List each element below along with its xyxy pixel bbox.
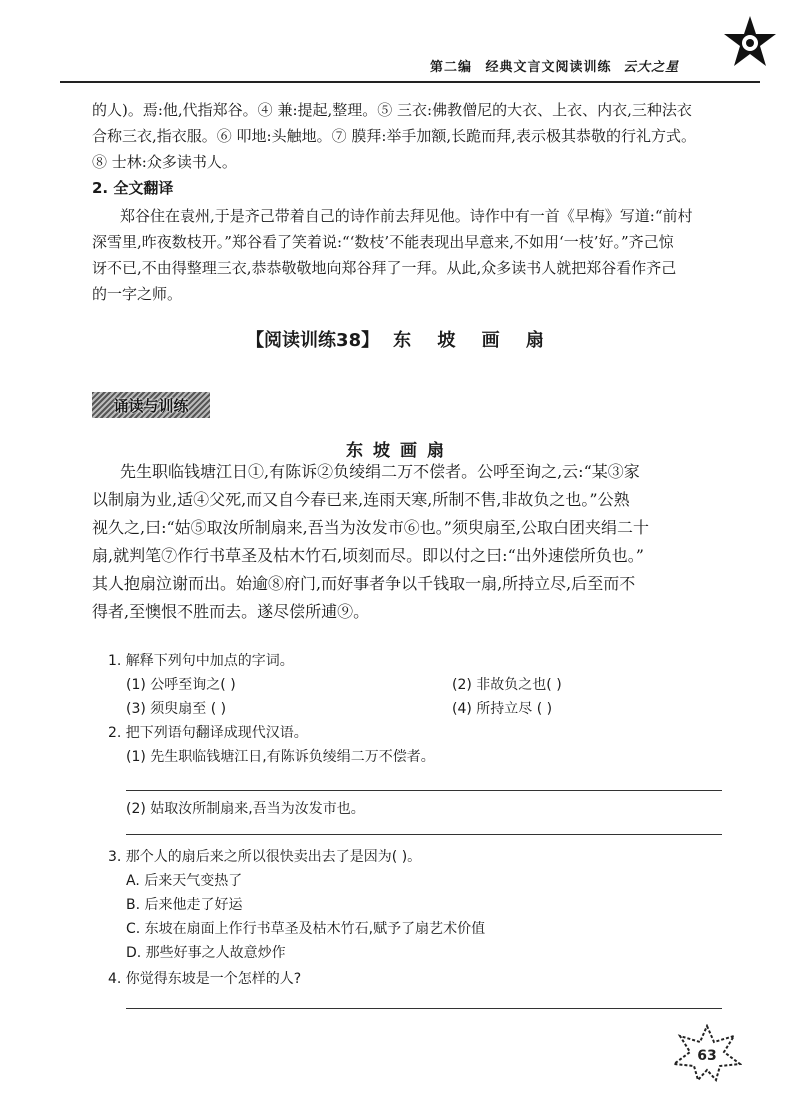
passage-line: 以制扇为业,适④父死,而又自今春已来,连雨天寒,所制不售,非故负之也。”公熟: [92, 490, 630, 509]
passage-line: 得者,至懊恨不胜而去。遂尽偿所逋⑨。: [92, 602, 370, 621]
header-series: 云大之星: [623, 60, 680, 75]
q2-item-1: (1) 先生职临钱塘江日,有陈诉负绫绢二万不偿者。: [126, 749, 435, 765]
question-3: 3. 那个人的扇后来之所以很快卖出去了是因为( )。: [108, 849, 422, 865]
answer-line[interactable]: [126, 1008, 722, 1009]
header-rule: [60, 81, 760, 83]
note-line-2: 合称三衣,指衣服。⑥ 叩地:头触地。⑦ 膜拜:举手加额,长跪而拜,表示极其恭敬的行礼方式。: [92, 127, 696, 145]
passage-line: 扇,就判笔⑦作行书草圣及枯木竹石,顷刻而尽。即以付之曰:“出外速偿所负也。”: [92, 546, 644, 565]
note-line-3: ⑧ 士林:众多读书人。: [92, 153, 237, 171]
translation-line: 郑谷住在袁州,于是齐己带着自己的诗作前去拜见他。诗作中有一首《早梅》写道:“前村: [120, 207, 693, 225]
q2-item-2: (2) 姑取汝所制扇来,吾当为汝发市也。: [126, 801, 365, 817]
q1-item-4[interactable]: (4) 所持立尽 ( ): [452, 701, 553, 717]
passage-line: 视久之,曰:“姑⑤取汝所制扇来,吾当为汝发市⑥也。”须臾扇至,公取白团夹绢二十: [92, 518, 650, 537]
section-badge: 诵读与训练: [92, 392, 210, 418]
q1-item-3[interactable]: (3) 须臾扇至 ( ): [126, 701, 227, 717]
header-course: 经典文言文阅读训练: [485, 60, 612, 75]
page-number: 63: [697, 1048, 717, 1064]
translation-line: 讶不已,不由得整理三衣,恭恭敬敬地向郑谷拜了一拜。从此,众多读书人就把郑谷看作齐己: [92, 259, 677, 277]
q3-option-a[interactable]: A. 后来天气变热了: [126, 873, 243, 889]
passage-line: 其人抱扇泣谢而出。始逾⑧府门,而好事者争以千钱取一扇,所持立尽,后至而不: [92, 574, 636, 593]
page-header: [430, 56, 760, 82]
translation-line: 深雪里,昨夜数枝开。”郑谷看了笑着说:“‘数枝’不能表现出早意来,不如用‘一枝’好。”齐己惊: [92, 233, 674, 251]
note-line-1: 的人)。焉:他,代指郑谷。④ 兼:提起,整理。⑤ 三衣:佛教僧尼的大衣、上衣、内衣,三种法衣: [92, 101, 692, 119]
q3-option-b[interactable]: B. 后来他走了好运: [126, 897, 243, 913]
answer-line[interactable]: [126, 834, 722, 835]
passage-line: 先生职临钱塘江日①,有陈诉②负绫绢二万不偿者。公呼至询之,云:“某③家: [120, 462, 640, 481]
translation-line: 的一字之师。: [92, 285, 183, 303]
q1-item-1[interactable]: (1) 公呼至询之( ): [126, 677, 236, 693]
header-section: 第二编: [430, 60, 473, 75]
lesson-label: 【阅读训练38】: [246, 330, 380, 351]
question-4: 4. 你觉得东坡是一个怎样的人?: [108, 971, 302, 987]
lesson-name: 东 坡 画 扇: [393, 330, 554, 351]
q3-option-d[interactable]: D. 那些好事之人故意炒作: [126, 945, 286, 961]
lesson-title: [0, 326, 800, 352]
q1-item-2[interactable]: (2) 非故负之也( ): [452, 677, 562, 693]
q3-option-c[interactable]: C. 东坡在扇面上作行书草圣及枯木竹石,赋予了扇艺术价值: [126, 921, 486, 937]
page-number-star-icon: [672, 1024, 742, 1082]
question-2: 2. 把下列语句翻译成现代汉语。: [108, 725, 308, 741]
passage-title: 东坡画扇: [346, 441, 454, 461]
answer-line[interactable]: [126, 790, 722, 791]
translation-heading: 2. 全文翻译: [92, 179, 174, 197]
question-1: 1. 解释下列句中加点的字词。: [108, 653, 294, 669]
